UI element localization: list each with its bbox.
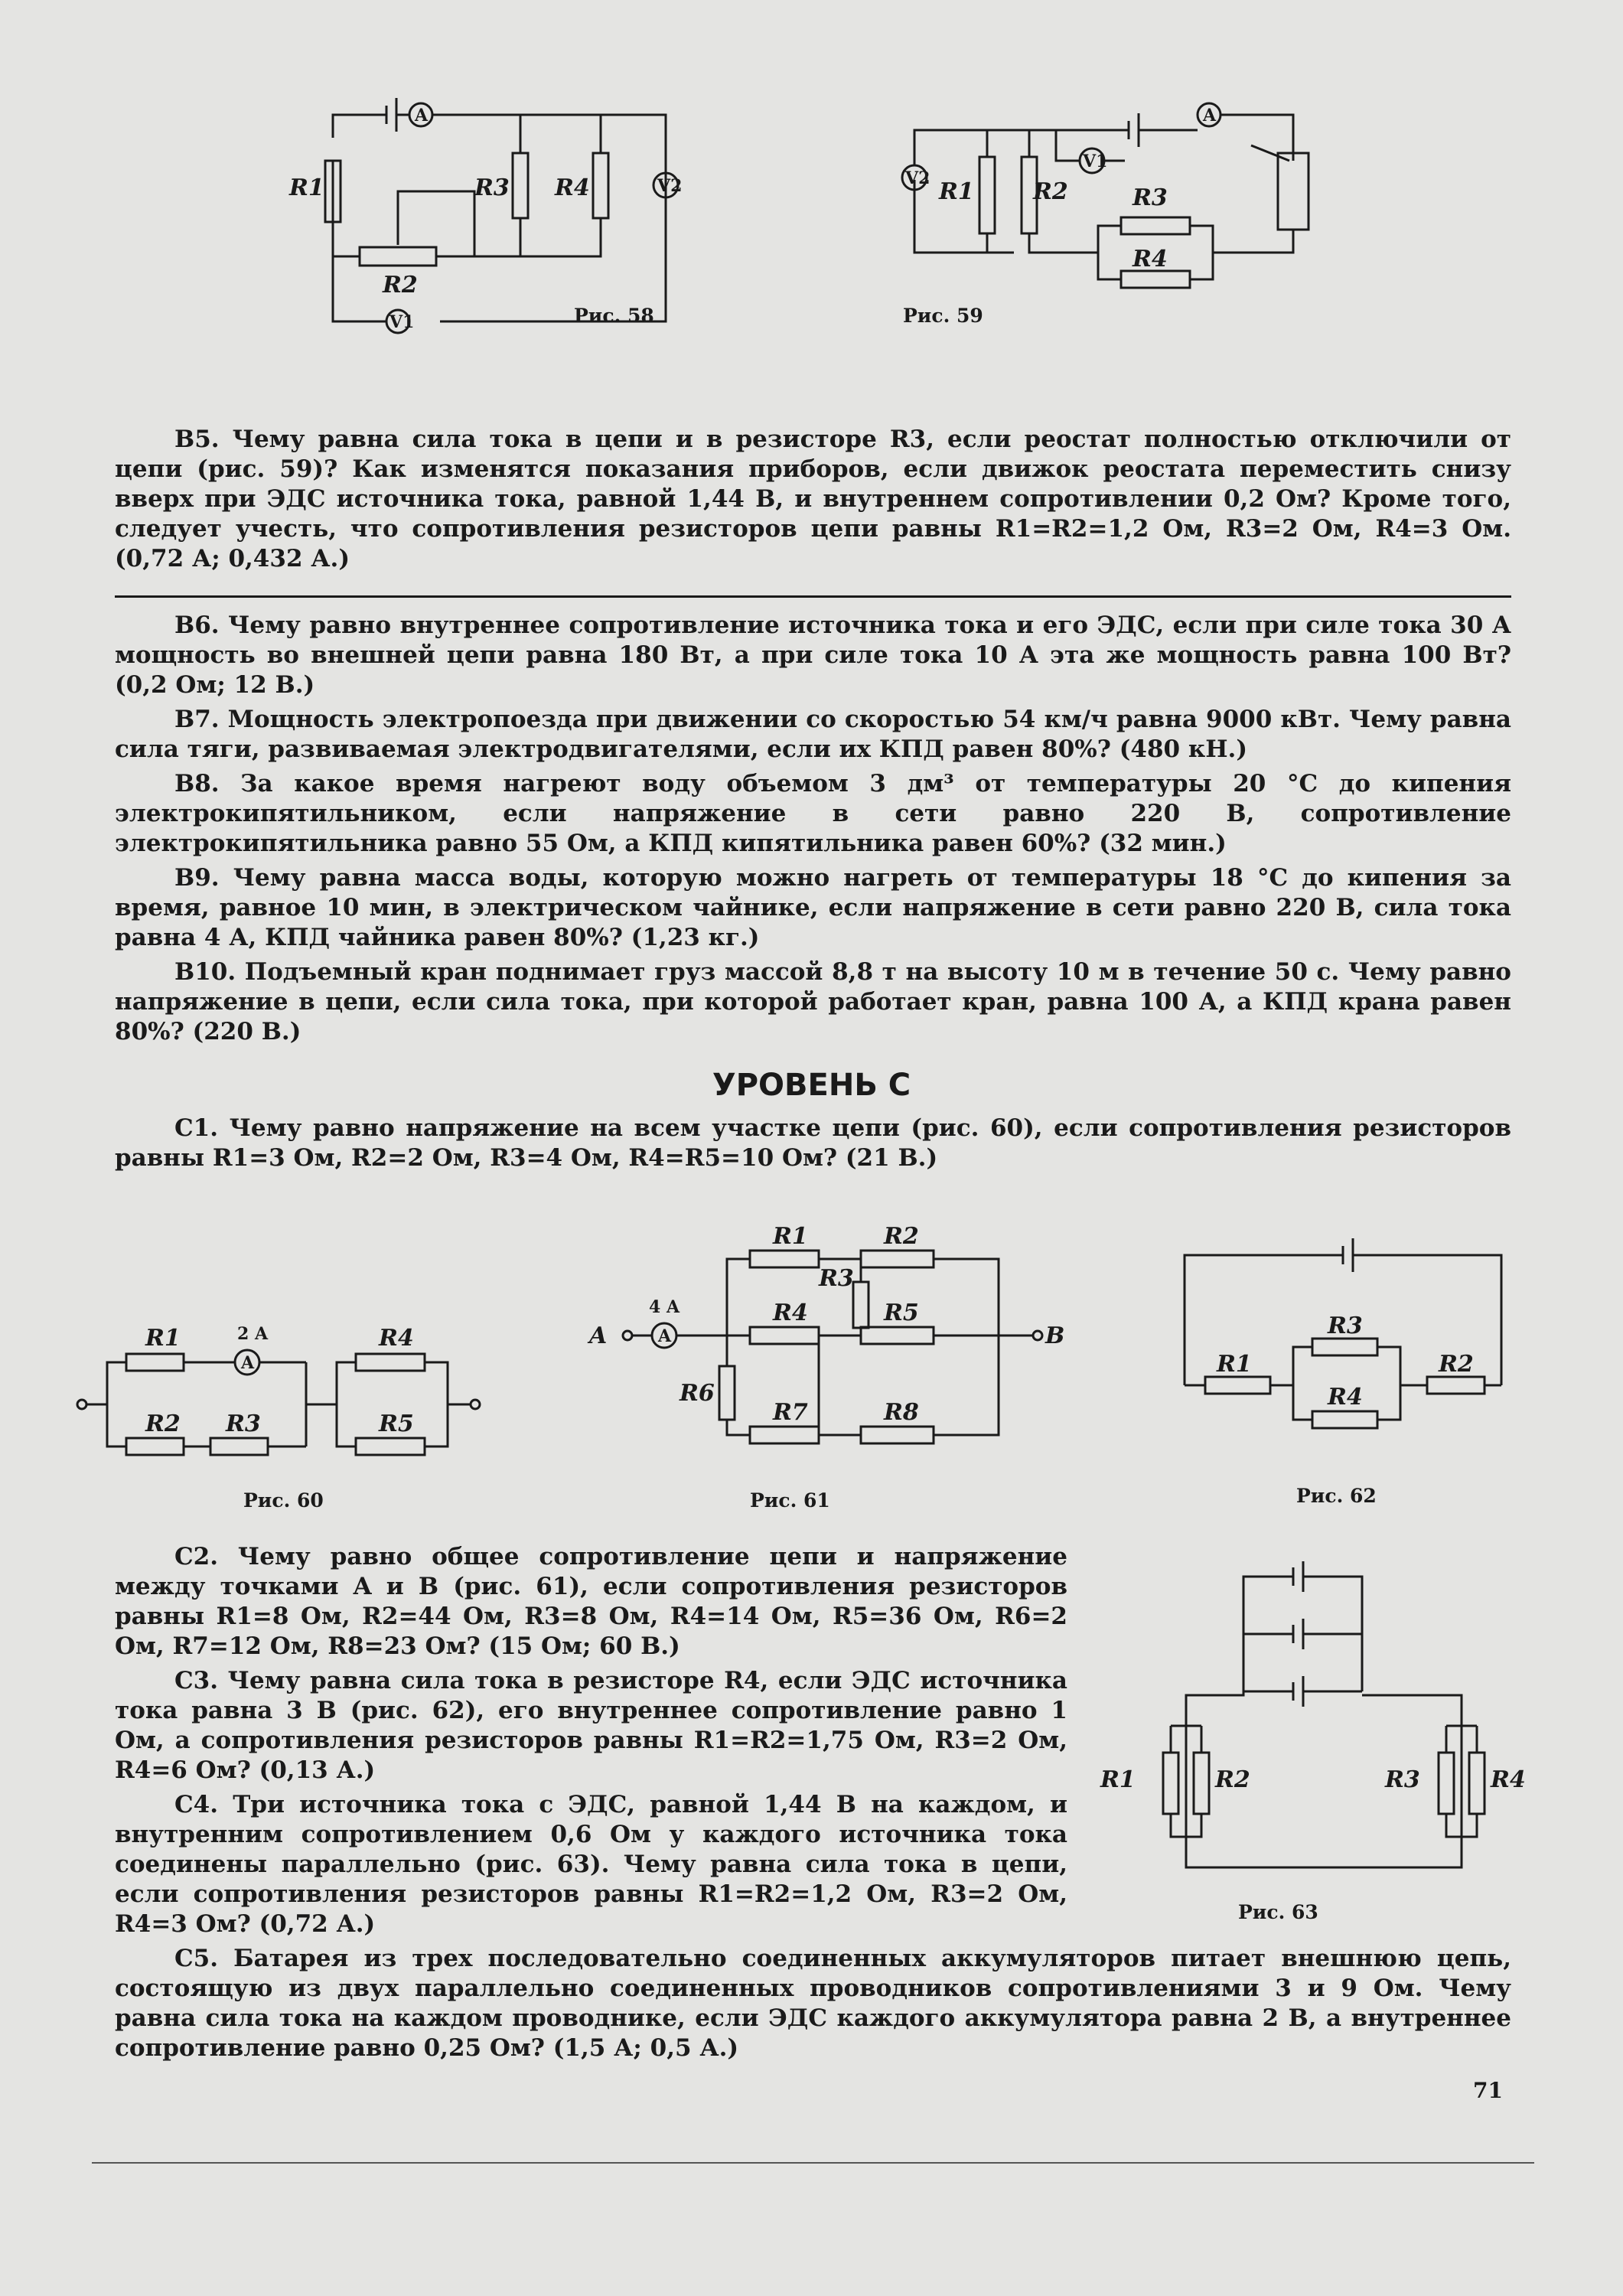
fig61-node-a: A <box>589 1322 608 1349</box>
fig59-label-ammeter: A <box>1203 106 1217 126</box>
fig60-label-ammeter: A <box>241 1353 255 1373</box>
figure-59 <box>891 92 1320 309</box>
circuit-diagram-60 <box>73 1309 501 1462</box>
page-number: 71 <box>1473 2078 1503 2103</box>
fig60-label-current: 2 A <box>237 1324 269 1344</box>
problem-b6: В6. Чему равно внутреннее сопротивление источника тока и его ЭДС, если при силе тока 30 А мощность во внешней цепи равна 180 Вт, а при силе тока 10 А эта же мощность равна 100 Вт? (0,2 Ом; 12 В.) <box>115 612 1512 699</box>
fig58-label-r1: R1 <box>289 174 324 201</box>
problem-b9: В9. Чему равна масса воды, которую можно нагреть от температуры 18 °С до кипения за время, равное 10 мин, в электрическом чайнике, если напряжение в сети равно 220 В, сила тока равна 4 А, КПД чайника равен 80%? (1,23 кг.) <box>115 864 1512 951</box>
fig59-label-r3: R3 <box>1133 184 1168 211</box>
fig59-label-r2: R2 <box>1033 178 1068 205</box>
problem-b7: В7. Мощность электропоезда при движении со скоростью 54 км/ч равна 9000 кВт. Чему равна сила тяги, развиваемая электродвигателями, если их КПД равен 80%? (480 кН.) <box>115 706 1511 763</box>
fig58-label-v1: V1 <box>389 312 415 332</box>
fig61-label-r1: R1 <box>773 1223 808 1250</box>
problem-c3: С3. Чему равна сила тока в резисторе R4, если ЭДС источника тока равна 3 В (рис. 62), его внутреннее сопротивление равно 1 Ом, а сопротивления резисторов равны R1=R2=1,75 Ом, R3=2 Ом, R4=6 Ом? (0,13 А.) <box>115 1667 1068 1784</box>
circuit-diagram-62 <box>1171 1232 1515 1431</box>
fig58-label-r4: R4 <box>555 174 590 201</box>
fig61-label-r8: R8 <box>884 1399 919 1426</box>
fig59-label-r1: R1 <box>939 178 974 205</box>
divider-rule <box>115 595 1511 598</box>
figure-62-caption: Рис. 62 <box>1296 1485 1377 1507</box>
level-c-heading: УРОВЕНЬ С <box>712 1068 911 1103</box>
fig58-label-ammeter: A <box>415 106 429 126</box>
fig62-label-r1: R1 <box>1217 1351 1252 1378</box>
problem-c1: С1. Чему равно напряжение на всем участке цепи (рис. 60), если сопротивления резисторов равны R1=3 Ом, R2=2 Ом, R3=4 Ом, R4=R5=10 Ом? (21 В.) <box>115 1114 1511 1172</box>
problem-b8: В8. За какое время нагреют воду объемом 3 дм³ от температуры 20 °С до кипения электрокипятильником, если напряжение в сети равно 220 В, сопротивление электрокипятильника равно 55 Ом, а КПД кипятильника равен 60%? (32 мин.) <box>115 770 1512 857</box>
fig59-label-v2: V2 <box>905 168 930 188</box>
fig60-label-r5: R5 <box>379 1411 414 1437</box>
fig61-label-ammeter: A <box>658 1326 672 1346</box>
fig62-label-r2: R2 <box>1439 1351 1474 1378</box>
figure-59-caption: Рис. 59 <box>903 305 983 327</box>
fig63-label-r1: R1 <box>1100 1766 1136 1793</box>
circuit-diagram-59 <box>891 92 1320 306</box>
problem-b5: В5. Чему равна сила тока в цепи и в резисторе R3, если реостат полностью отключили от цепи (рис. 59)? Как изменятся показания приборов, если движок реостата переместить снизу вверх при ЭДС источника тока, равной 1,44 В, и внутреннем сопротивлении 0,2 Ом? Кроме того, следует учесть, что сопротивления резисторов цепи равны R1=R2=1,2 Ом, R3=2 Ом, R4=3 Ом. (0,72 А; 0,432 А.) <box>115 426 1511 572</box>
problems-c5 <box>115 1944 1511 2068</box>
fig61-label-r5: R5 <box>884 1300 919 1326</box>
fig62-label-r3: R3 <box>1328 1313 1363 1339</box>
fig58-label-r3: R3 <box>474 174 510 201</box>
figure-61-caption: Рис. 61 <box>750 1489 830 1512</box>
fig58-label-v2: V2 <box>657 176 683 196</box>
fig63-label-r3: R3 <box>1385 1766 1420 1793</box>
figure-60 <box>73 1309 501 1465</box>
problem-c5: С5. Батарея из трех последовательно соединенных аккумуляторов питает внешнюю цепь, состоящую из двух параллельно соединенных проводников сопротивлениями 3 и 9 Ом. Чему равна сила тока на каждом проводнике, если ЭДС каждого аккумулятора равна 2 В, а внутреннее сопротивление равно 0,25 Ом? (1,5 А; 0,5 А.) <box>115 1945 1511 2062</box>
fig59-label-r4: R4 <box>1133 246 1168 272</box>
problems-c1 <box>115 1114 1511 1178</box>
problem-c4: С4. Три источника тока с ЭДС, равной 1,44 В на каждом, и внутренним сопротивлением 0,6 Ом у каждого источника тока соединены параллельно (рис. 63). Чему равна сила тока в цепи, если сопротивления резисторов равны R1=R2=1,2 Ом, R3=2 Ом, R4=3 Ом? (0,72 А.) <box>115 1791 1067 1938</box>
fig61-label-r7: R7 <box>773 1399 808 1426</box>
fig60-label-r3: R3 <box>226 1411 261 1437</box>
figure-61 <box>589 1182 1064 1476</box>
fig61-label-current: 4 A <box>649 1297 680 1317</box>
problem-c2: С2. Чему равно общее сопротивление цепи и напряжение между точками A и B (рис. 61), если сопротивления резисторов равны R1=8 Ом, R2=44 Ом, R3=8 Ом, R4=14 Ом, R5=36 Ом, R6=2 Ом, R7=12 Ом, R8=23 Ом? (15 Ом; 60 В.) <box>115 1543 1068 1660</box>
fig61-label-r4: R4 <box>773 1300 808 1326</box>
fig60-label-r1: R1 <box>145 1325 181 1352</box>
figure-62 <box>1171 1232 1515 1434</box>
circuit-diagram-61 <box>589 1182 1064 1473</box>
fig61-node-b: B <box>1045 1322 1065 1349</box>
problems-c2-c4 <box>115 1542 1067 1944</box>
fig61-label-r2: R2 <box>884 1223 919 1250</box>
fig59-label-v1: V1 <box>1083 152 1108 171</box>
figure-58-caption: Рис. 58 <box>574 305 654 327</box>
footer-rule <box>92 2162 1534 2164</box>
problems-b5 <box>115 425 1511 579</box>
fig61-label-r3: R3 <box>819 1265 854 1292</box>
fig63-label-r4: R4 <box>1491 1766 1526 1793</box>
fig60-label-r4: R4 <box>379 1325 414 1352</box>
fig63-label-r2: R2 <box>1215 1766 1250 1793</box>
fig61-label-r6: R6 <box>680 1380 715 1407</box>
figure-60-caption: Рис. 60 <box>243 1489 324 1512</box>
fig62-label-r4: R4 <box>1328 1384 1363 1411</box>
circuit-diagram-63 <box>1087 1561 1526 1890</box>
problems-b6-b10 <box>115 611 1511 1052</box>
fig60-label-r2: R2 <box>145 1411 181 1437</box>
problem-b10: В10. Подъемный кран поднимает груз массой 8,8 т на высоту 10 м в течение 50 с. Чему равно напряжение в цепи, если сила тока, при которой работает кран, равна 100 А, а КПД крана равен 80%? (220 В.) <box>115 958 1511 1045</box>
figure-63-caption: Рис. 63 <box>1238 1901 1318 1923</box>
fig58-label-r2: R2 <box>383 272 418 298</box>
figure-63 <box>1087 1561 1526 1893</box>
